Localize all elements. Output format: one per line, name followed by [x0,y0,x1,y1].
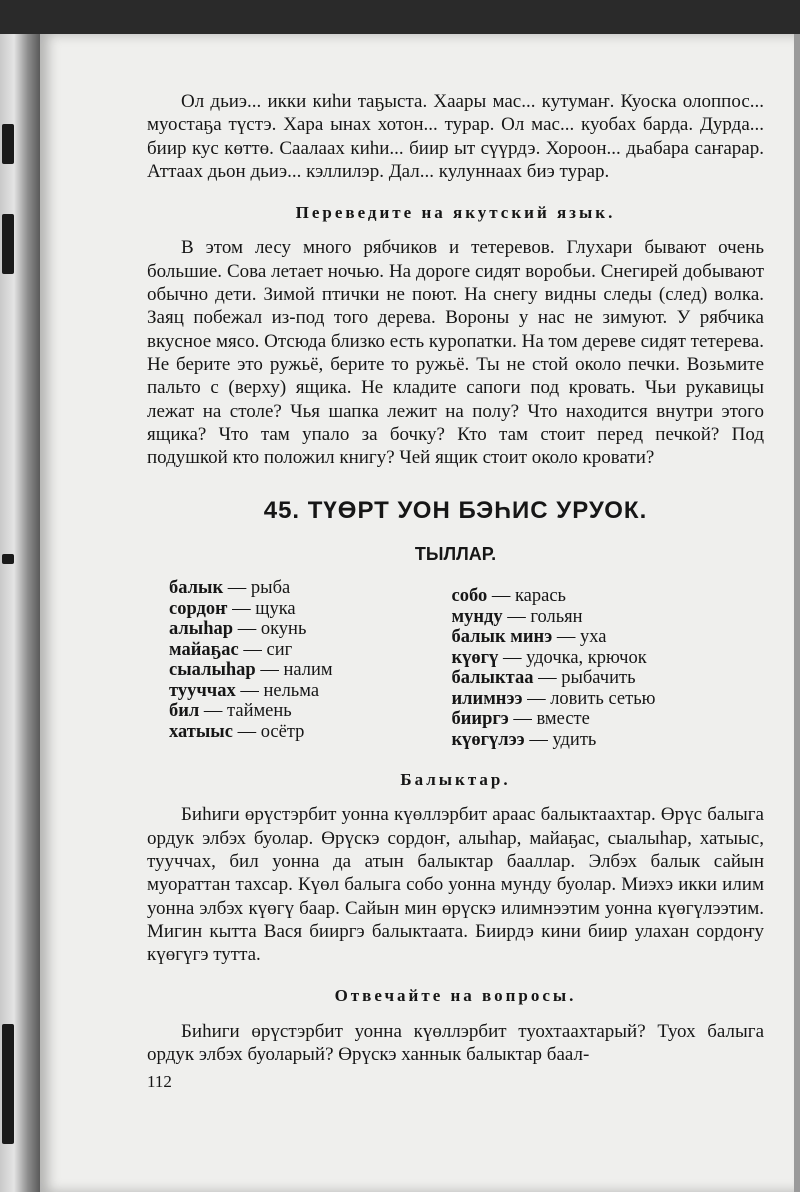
lesson-title: 45. ТҮӨРТ УОН БЭҺИС УРУОК. [263,497,648,525]
translate-heading: Переведите на якутский язык. [295,203,616,223]
vocabulary-list [147,578,764,750]
vocab-word: майаҕас [169,639,239,660]
vocab-translation: — осётр [232,721,305,742]
vocab-word: сордоҥ [169,598,228,619]
vocab-word: хатыыс [169,721,233,742]
vocab-entry [452,586,735,607]
vocab-entry [452,709,735,730]
vocab-word: балыктаа [451,668,534,689]
vocab-translation: — налим [255,660,333,681]
vocab-word: күөгүлээ [451,729,525,750]
vocab-entry [169,701,452,722]
vocab-word: балык минэ [451,627,553,648]
vocab-word: бииргэ [451,709,509,730]
answer-questions-heading: Отвечайте на вопросы. [334,986,577,1006]
vocab-word: балык [169,578,224,599]
vocab-entry [169,619,452,640]
vocab-entry [169,681,452,702]
vocab-translation: — щука [227,598,296,619]
vocab-translation: — гольян [502,606,583,627]
vocab-translation: — сиг [238,639,293,660]
page-right-edge [794,34,800,1192]
vocabulary-column-right [452,578,735,750]
vocab-entry [452,689,735,710]
spine-print-mark [2,214,14,274]
vocab-translation: — окунь [233,619,307,640]
vocab-translation: — вместе [508,709,590,730]
vocab-entry [169,599,452,620]
vocab-translation: — таймень [199,701,292,722]
vocab-translation: — удить [524,729,597,750]
vocab-word: сыалыhар [169,660,256,681]
vocab-entry [452,607,735,628]
vocab-entry [452,627,735,648]
vocab-word: илимнээ [451,688,523,709]
questions-paragraph: Биhиги өрүстэрбит уонна күөллэрбит туохтаахтарый? Туох балыга ордук элбэх буоларый? Өрүскэ ханнык балыктар баал- [147,1020,764,1066]
page-number: 112 [147,1072,172,1092]
vocab-translation: — карась [487,586,566,607]
vocab-word: мунду [451,606,503,627]
fish-text-heading: Балыктар. [400,770,511,790]
vocab-entry [452,668,735,689]
vocab-entry [452,648,735,669]
vocab-translation: — нельма [235,680,320,701]
spine-print-mark [2,1024,14,1144]
vocab-word: бил [169,701,200,722]
vocab-word: алыhар [169,619,234,640]
vocab-entry [169,640,452,661]
vocabulary-title: ТЫЛЛАР. [414,543,497,564]
vocab-translation: — уха [552,627,607,648]
exercise-paragraph: Ол дьиэ... икки киhи тaҕыста. Хаары мас... кутумаҥ. Куоска олоппос... муостаҕа түстэ. Хара ынах хотон... турар. Ол мас... куобах барда. Дурда... биир кус көттө. Саалаах киhи... биир ыт сүүрдэ. Хороон... дьабара саҥарар. Аттаах дьон дьиэ... кэллилэр. Дал... кулуннаах биэ турар. [147,91,764,182]
page-content [147,90,764,1094]
vocab-entry [169,660,452,681]
vocab-entry [169,722,452,743]
vocab-entry [452,730,735,751]
vocab-word: собо [451,586,488,607]
vocab-translation: — рыбачить [533,668,636,689]
vocabulary-column-left [169,578,452,750]
spine-print-mark [2,124,14,164]
vocab-entry [169,578,452,599]
scan-top-border [0,0,800,34]
vocab-translation: — удочка, крючок [498,647,647,668]
vocab-word: күөгү [451,647,499,668]
russian-exercise-paragraph: В этом лесу много рябчиков и тетеревов. Глухари бывают очень большие. Сова летает ночью. На дороге сидят воробьи. Снегирей добывают обычно дети. Зимой птички не поют. На снегу видны следы (след) волка. Заяц побежал из-под того дерева. Вороны у нас не зимуют. У рябчика вкусное мясо. Отсюда близко есть куропатки. На том дереве сидят тетерева. Не берите это ружьё, берите то ружьё. Ты не стой около печки. Возьмите пальто с (верху) ящика. Не кладите сапоги под кровать. Чьи рукавицы лежат на столе? Чья шапка лежит на полу? Что находится внутри этого ящика? Что там упало за бочку? Кто там стоит перед печкой? Под подушкой кто положил книгу? Чей ящик стоит около кровати? [147,237,764,469]
spine-print-mark [2,554,14,564]
vocab-translation: — рыба [223,578,291,599]
vocab-translation: — ловить сетью [522,688,656,709]
book-spine-edge [0,34,40,1192]
fish-reading-paragraph: Биhиги өрүстэрбит уонна күөллэрбит араас балыктаахтар. Өрүс балыга ордук элбэх буолар. Өрүскэ сордоҥ, алыhар, майаҕас, сыалыhар, хатыыс, тууччах, бил уонна да атын балыктар бааллар. Элбэх балык сайын муораттан тахсар. Күөл балыга собо уонна мунду буолар. Миэхэ икки илим уонна элбэх күөгү баар. Сайын мин өрүскэ илимнээтим уонна күөгүлээтим. Мигин кытта Вася бииргэ балыктаата. Биирдэ кини биир улахан сордоҥу күөгүгэ тутта. [147,804,764,966]
vocab-word: тууччах [169,680,236,701]
